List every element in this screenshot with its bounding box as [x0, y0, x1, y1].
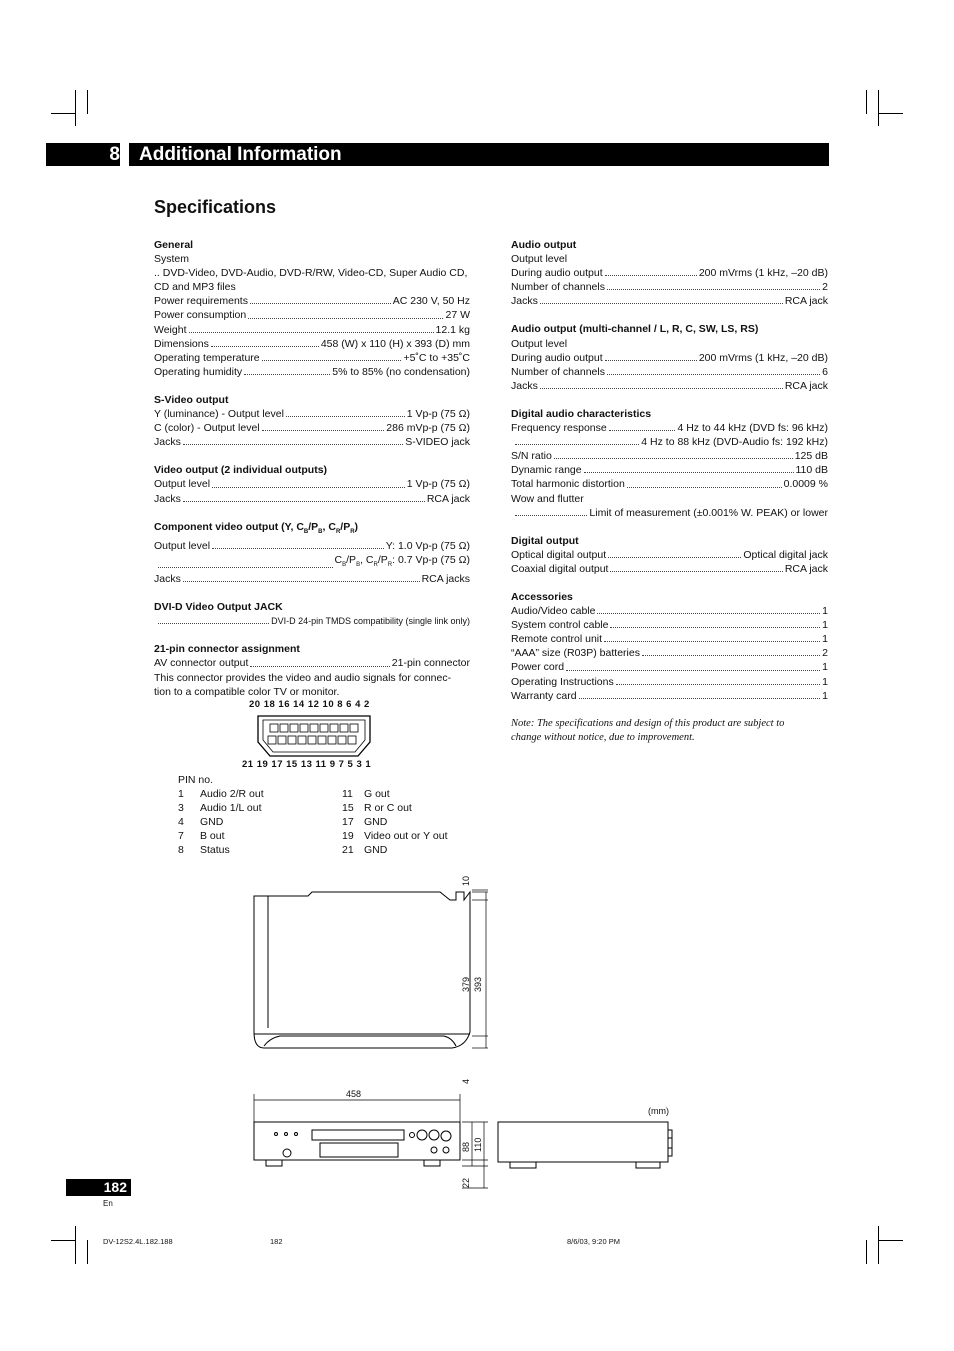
dim-label: 88	[461, 1141, 471, 1152]
spec-key: Output level	[154, 478, 211, 491]
spec-value: RCA jack	[426, 492, 470, 505]
spec-row	[511, 675, 828, 689]
spec-value: 2	[822, 647, 828, 660]
footer-date: 8/6/03, 9:20 PM	[567, 1237, 620, 1246]
spec-key: Power cord	[511, 661, 565, 674]
spec-row	[511, 477, 828, 491]
side-view	[498, 1122, 672, 1168]
spec-key: Weight	[154, 323, 187, 336]
spec-key: System control cable	[511, 619, 609, 632]
audio-output-section	[511, 238, 828, 308]
spec-key: Number of channels	[511, 365, 605, 378]
spec-row	[154, 351, 470, 365]
spec-value: 1 Vp-p (75 Ω)	[406, 478, 470, 491]
spec-row	[154, 539, 470, 553]
spec-row	[154, 365, 470, 379]
spec-key: S/N ratio	[511, 450, 552, 463]
spec-row	[154, 572, 470, 586]
section-heading: Digital audio characteristics	[511, 407, 652, 420]
connector-top-pin-numbers: 20 18 16 14 12 10 8 6 4 2	[249, 699, 370, 710]
audio-multichannel-section	[511, 322, 828, 392]
dim-label: 22	[461, 1177, 471, 1188]
spec-key: AV connector output	[154, 657, 249, 670]
spec-row	[511, 506, 828, 520]
spec-value: 21-pin connector	[391, 657, 470, 670]
language-code: En	[103, 1199, 113, 1208]
spec-row	[154, 323, 470, 337]
spec-key: Jacks	[511, 295, 538, 308]
crop-mark	[878, 90, 879, 126]
specs-right-column	[511, 238, 828, 745]
dim-label: 4	[461, 1078, 471, 1084]
general-section	[154, 238, 470, 379]
crop-mark	[75, 1226, 76, 1264]
scart-description: This connector provides the video and audio signals for connec-tion to a compatible color TV or monitor.	[154, 671, 452, 698]
spec-row	[154, 477, 470, 491]
front-view	[254, 1122, 460, 1166]
crop-mark	[878, 113, 903, 114]
spec-key: “AAA” size (R03P) batteries	[511, 647, 640, 660]
spec-row	[511, 294, 828, 308]
dim-label: 110	[473, 1137, 483, 1152]
crop-mark	[51, 113, 76, 114]
spec-key: Number of channels	[511, 281, 605, 294]
spec-value: 1	[822, 605, 828, 618]
section-title: Additional Information	[139, 144, 342, 165]
dimension-drawing	[240, 868, 680, 1192]
component-video-section	[154, 520, 470, 587]
spec-value: 27 W	[445, 309, 470, 322]
spec-value: 200 mVrms (1 kHz, –20 dB)	[698, 351, 828, 364]
spec-value: 1	[822, 689, 828, 702]
top-view	[254, 892, 470, 1048]
spec-value: Limit of measurement (±0.001% W. PEAK) or lower	[589, 506, 828, 519]
page-number: 182	[66, 1179, 131, 1196]
spec-row	[511, 435, 828, 449]
scart-section	[154, 642, 470, 698]
spec-row	[511, 449, 828, 463]
spec-key: Jacks	[154, 436, 181, 449]
spec-row	[154, 435, 470, 449]
section-heading: Component video output (Y, $C_B/P_B$, $C_R/P_R$)	[154, 520, 359, 535]
spec-value: 110 dB	[795, 464, 828, 477]
spec-value: RCA jack	[784, 379, 828, 392]
spec-row	[511, 562, 828, 576]
section-heading: DVI-D Video Output JACK	[154, 601, 283, 614]
footer-file: DV-12S2.4L.182.188	[103, 1237, 173, 1246]
spec-key: Warranty card	[511, 689, 577, 702]
spec-row	[154, 614, 470, 628]
spec-key: Remote control unit	[511, 633, 603, 646]
spec-key: Power consumption	[154, 309, 247, 322]
spec-key: Audio/Video cable	[511, 605, 596, 618]
spec-value: 200 mVrms (1 kHz, –20 dB)	[698, 267, 828, 280]
spec-key: Output level	[154, 539, 211, 552]
spec-value: S-VIDEO jack	[405, 436, 470, 449]
accessories-section	[511, 590, 828, 703]
spec-row	[511, 280, 828, 294]
table-row: 8 Status 21 GND	[178, 844, 388, 857]
spec-value: 1	[822, 661, 828, 674]
spec-value: RCA jack	[784, 562, 828, 575]
spec-value: Y: 1.0 Vp-p (75 Ω)	[385, 539, 470, 552]
spec-value: DVI-D 24-pin TMDS compatibility (single link only)	[271, 616, 470, 627]
section-heading: General	[154, 239, 194, 251]
spec-row	[154, 294, 470, 308]
spec-row	[511, 351, 828, 365]
spec-value: 6	[822, 365, 828, 378]
table-row: 7 B out 19 Video out or Y out	[178, 830, 448, 843]
spec-label: Wow and flutter	[511, 492, 584, 505]
spec-row	[511, 660, 828, 674]
specs-left-column	[154, 238, 470, 713]
digital-output-section	[511, 534, 828, 576]
spec-key: Total harmonic distortion	[511, 478, 625, 491]
spec-label: Output level	[511, 253, 568, 266]
section-heading: Audio output	[511, 239, 577, 251]
digital-audio-section	[511, 407, 828, 520]
spec-key: Power requirements	[154, 295, 248, 308]
connector-bottom-pin-numbers: 21 19 17 15 13 11 9 7 5 3 1	[242, 759, 372, 770]
spec-value: 2	[822, 281, 828, 294]
pin-assignment-table	[178, 773, 448, 858]
section-heading: S-Video output	[154, 393, 229, 406]
spec-row	[511, 365, 828, 379]
pin-table-header: PIN no.	[178, 774, 214, 786]
spec-value: 4 Hz to 88 kHz (DVD-Audio fs: 192 kHz)	[641, 436, 828, 449]
crop-mark	[878, 1226, 879, 1264]
spec-row	[154, 337, 470, 351]
crop-mark	[866, 1240, 867, 1264]
spec-row	[154, 492, 470, 506]
spec-value: 125 dB	[794, 450, 828, 463]
spec-value: .. DVD-Video, DVD-Audio, DVD-R/RW, Video-CD, Super Audio CD, CD and MP3 files	[154, 267, 468, 294]
spec-row	[154, 553, 470, 572]
spec-row	[511, 632, 828, 646]
crop-mark	[87, 90, 88, 114]
spec-row	[511, 618, 828, 632]
spec-key: Frequency response	[511, 422, 607, 435]
crop-mark	[51, 1240, 76, 1241]
spec-key: During audio output	[511, 267, 603, 280]
dim-label: 379	[461, 976, 471, 992]
spec-note: Note: The specifications and design of this product are subject to change without notice, due to improvement.	[511, 717, 785, 743]
svideo-section	[154, 393, 470, 449]
spec-key: Operating Instructions	[511, 675, 614, 688]
unit-label: (mm)	[648, 1106, 669, 1116]
spec-value: 5% to 85% (no condensation)	[332, 365, 470, 378]
spec-key: Dimensions	[154, 337, 209, 350]
spec-value: RCA jacks	[421, 573, 470, 586]
spec-value: +5˚C to +35˚C	[403, 351, 470, 364]
spec-row	[511, 689, 828, 703]
spec-key: Y (luminance) - Output level	[154, 408, 284, 421]
spec-value: 1	[822, 633, 828, 646]
spec-value: 0.0009 %	[783, 478, 828, 491]
spec-row	[511, 646, 828, 660]
section-number: 8	[109, 144, 120, 165]
spec-value: 12.1 kg	[435, 323, 470, 336]
page-title: Specifications	[154, 197, 277, 217]
section-heading: 21-pin connector assignment	[154, 643, 300, 656]
crop-mark	[87, 1240, 88, 1264]
spec-row	[511, 379, 828, 393]
section-heading: Accessories	[511, 590, 573, 603]
spec-key: Jacks	[511, 379, 538, 392]
spec-value: 4 Hz to 44 kHz (DVD fs: 96 kHz)	[677, 422, 828, 435]
dim-label: 10	[461, 875, 471, 886]
spec-value: 1 Vp-p (75 Ω)	[406, 408, 470, 421]
spec-row	[154, 656, 470, 670]
table-row: 4 GND 17 GND	[178, 816, 388, 829]
spec-row	[154, 407, 470, 421]
spec-row	[154, 421, 470, 435]
spec-value: 1	[822, 619, 828, 632]
table-row: 1 Audio 2/R out 11 G out	[178, 788, 390, 801]
section-heading: Audio output (multi-channel / L, R, C, SW, LS, RS)	[511, 323, 759, 336]
spec-value: 1	[822, 675, 828, 688]
section-heading: Digital output	[511, 534, 579, 547]
section-heading: Video output (2 individual outputs)	[154, 464, 328, 477]
dim-label: 458	[346, 1089, 362, 1099]
spec-value: 458 (W) x 110 (H) x 393 (D) mm	[320, 337, 470, 350]
footer-page: 182	[270, 1237, 283, 1246]
spec-value: AC 230 V, 50 Hz	[392, 295, 470, 308]
spec-value: Optical digital jack	[743, 548, 828, 561]
spec-key: During audio output	[511, 351, 603, 364]
spec-label: System	[154, 253, 190, 266]
spec-row	[511, 421, 828, 435]
video-output-section	[154, 463, 470, 505]
spec-key: C (color) - Output level	[154, 422, 260, 435]
dim-label: 393	[473, 976, 483, 992]
spec-key: Jacks	[154, 492, 181, 505]
dvi-section	[154, 600, 470, 628]
spec-row	[511, 548, 828, 562]
spec-key: Jacks	[154, 573, 181, 586]
spec-value: $C_B/P_B$, $C_R/P_R$: 0.7 Vp-p (75 Ω)	[334, 553, 470, 568]
header-divider	[120, 143, 129, 166]
spec-key: Dynamic range	[511, 464, 582, 477]
spec-row	[511, 604, 828, 618]
spec-value: 286 mVp-p (75 Ω)	[386, 422, 470, 435]
spec-row	[511, 266, 828, 280]
spec-key: Coaxial digital output	[511, 562, 609, 575]
table-row: 3 Audio 1/L out 15 R or C out	[178, 802, 412, 815]
crop-mark	[75, 90, 76, 126]
crop-mark	[866, 90, 867, 114]
spec-key: Operating humidity	[154, 365, 243, 378]
scart-connector-diagram	[254, 714, 374, 758]
spec-value: RCA jack	[784, 295, 828, 308]
spec-label: Output level	[511, 337, 568, 350]
crop-mark	[878, 1240, 903, 1241]
spec-row	[154, 308, 470, 322]
spec-key: Operating temperature	[154, 351, 260, 364]
spec-row	[511, 463, 828, 477]
spec-key: Optical digital output	[511, 548, 607, 561]
